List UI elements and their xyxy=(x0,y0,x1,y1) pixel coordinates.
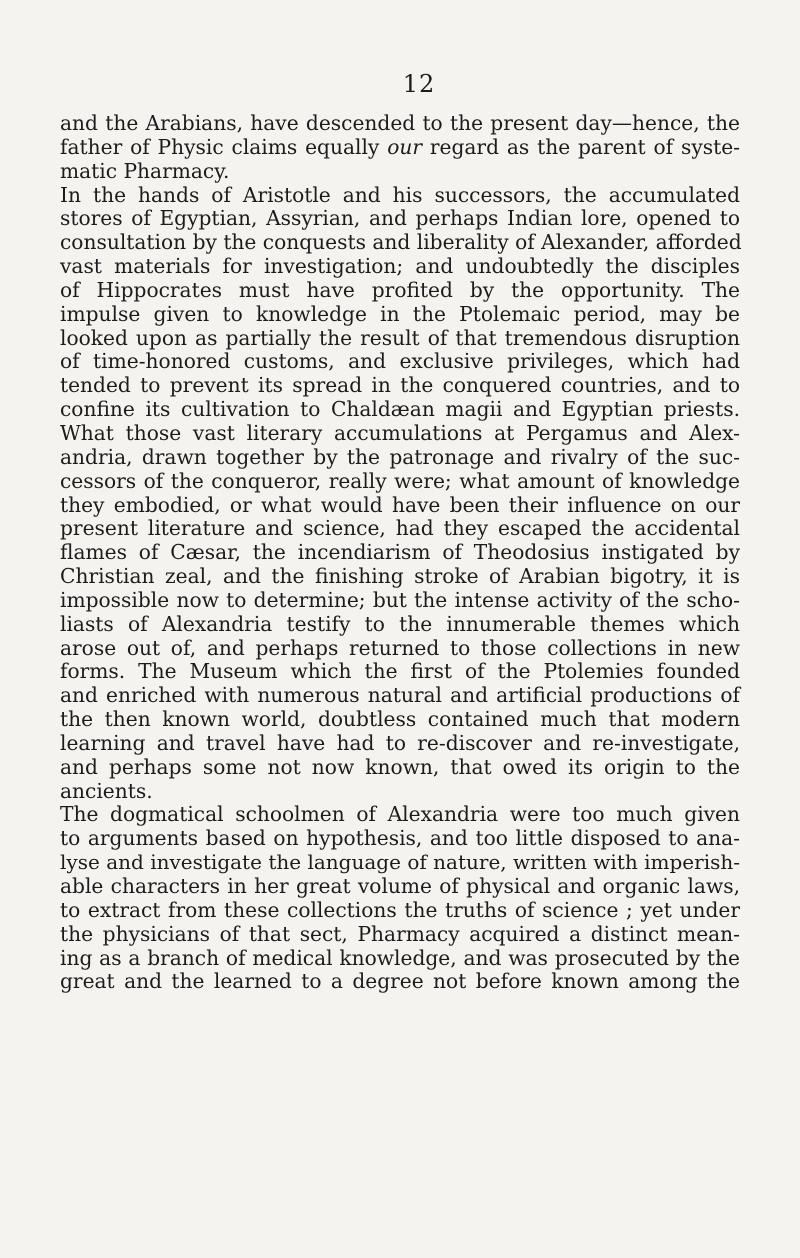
text-line: impulse given to knowledge in the Ptolemaic period, may be xyxy=(60,301,740,326)
text-line: looked upon as partially the result of that tremendous disruption xyxy=(60,325,740,350)
text-line: stores of Egyptian, Assyrian, and perhaps Indian lore, opened to xyxy=(60,206,740,231)
text-line: and perhaps some not now known, that owed its origin to the xyxy=(60,754,740,779)
text-line: Christian zeal, and the finishing stroke of Arabian bigotry, it is xyxy=(60,564,740,589)
text-line: to extract from these collections the truths of science ; yet under xyxy=(60,897,740,922)
text-line: liasts of Alexandria testify to the innumerable themes which xyxy=(60,611,740,636)
text-line: able characters in her great volume of physical and organic laws, xyxy=(60,874,740,898)
text-line: and the Arabians, have descended to the present day—hence, the xyxy=(60,111,740,135)
text-line: the physicians of that sect, Pharmacy acquired a distinct mean- xyxy=(60,921,740,946)
text-line: great and the learned to a degree not before known among the xyxy=(60,969,740,994)
text-line: of Hippocrates must have profited by the opportunity. The xyxy=(60,277,740,302)
text-line: What those vast literary accumulations at Pergamus and Alex- xyxy=(60,420,740,445)
text-line: impossible now to determine; but the intense activity of the scho- xyxy=(60,587,740,612)
text-line: vast materials for investigation; and undoubtedly the disciples xyxy=(60,254,740,279)
text-line: In the hands of Aristotle and his successors, the accumulated xyxy=(60,182,740,207)
text-line: learning and travel have had to re-discover and re-investigate, xyxy=(60,730,740,755)
text-line: father of Physic claims equally our regard as the parent of syste- xyxy=(60,134,741,159)
text-line: and enriched with numerous natural and artificial productions of xyxy=(60,683,740,708)
text-line: of time-honored customs, and exclusive privileges, which had xyxy=(60,349,740,374)
text-line: forms. The Museum which the first of the Ptolemies founded xyxy=(60,659,740,684)
text-line: they embodied, or what would have been their influence on our xyxy=(60,492,740,517)
text-line: matic Pharmacy. xyxy=(60,158,230,183)
text-line: The dogmatical schoolmen of Alexandria were too much given xyxy=(60,802,740,827)
text-line: ing as a branch of medical knowledge, and was prosecuted by the xyxy=(60,945,740,970)
text-line: lyse and investigate the language of nature, written with imperish- xyxy=(60,850,740,875)
text-line: cessors of the conqueror, really were; what amount of knowledge xyxy=(60,468,740,493)
text-line: the then known world, doubtless contained much that modern xyxy=(60,707,740,732)
text-line: consultation by the conquests and liberality of Alexander, afforded xyxy=(60,230,742,255)
body-text xyxy=(60,112,740,994)
text-line: confine its cultivation to Chaldæan magii and Egyptian priests. xyxy=(60,397,740,422)
text-line: flames of Cæsar, the incendiarism of Theodosius instigated by xyxy=(60,540,740,565)
text-line: ancients. xyxy=(60,778,153,803)
text-line: arose out of, and perhaps returned to those collections in new xyxy=(60,635,740,660)
text-line: present literature and science, had they escaped the accidental xyxy=(60,516,740,541)
page-number: 12 xyxy=(402,70,436,98)
emphasis: our xyxy=(387,134,423,159)
text-line: tended to prevent its spread in the conquered countries, and to xyxy=(60,373,740,398)
text-line: to arguments based on hypothesis, and too little disposed to ana- xyxy=(60,826,740,851)
text-line: andria, drawn together by the patronage and rivalry of the suc- xyxy=(60,444,740,469)
